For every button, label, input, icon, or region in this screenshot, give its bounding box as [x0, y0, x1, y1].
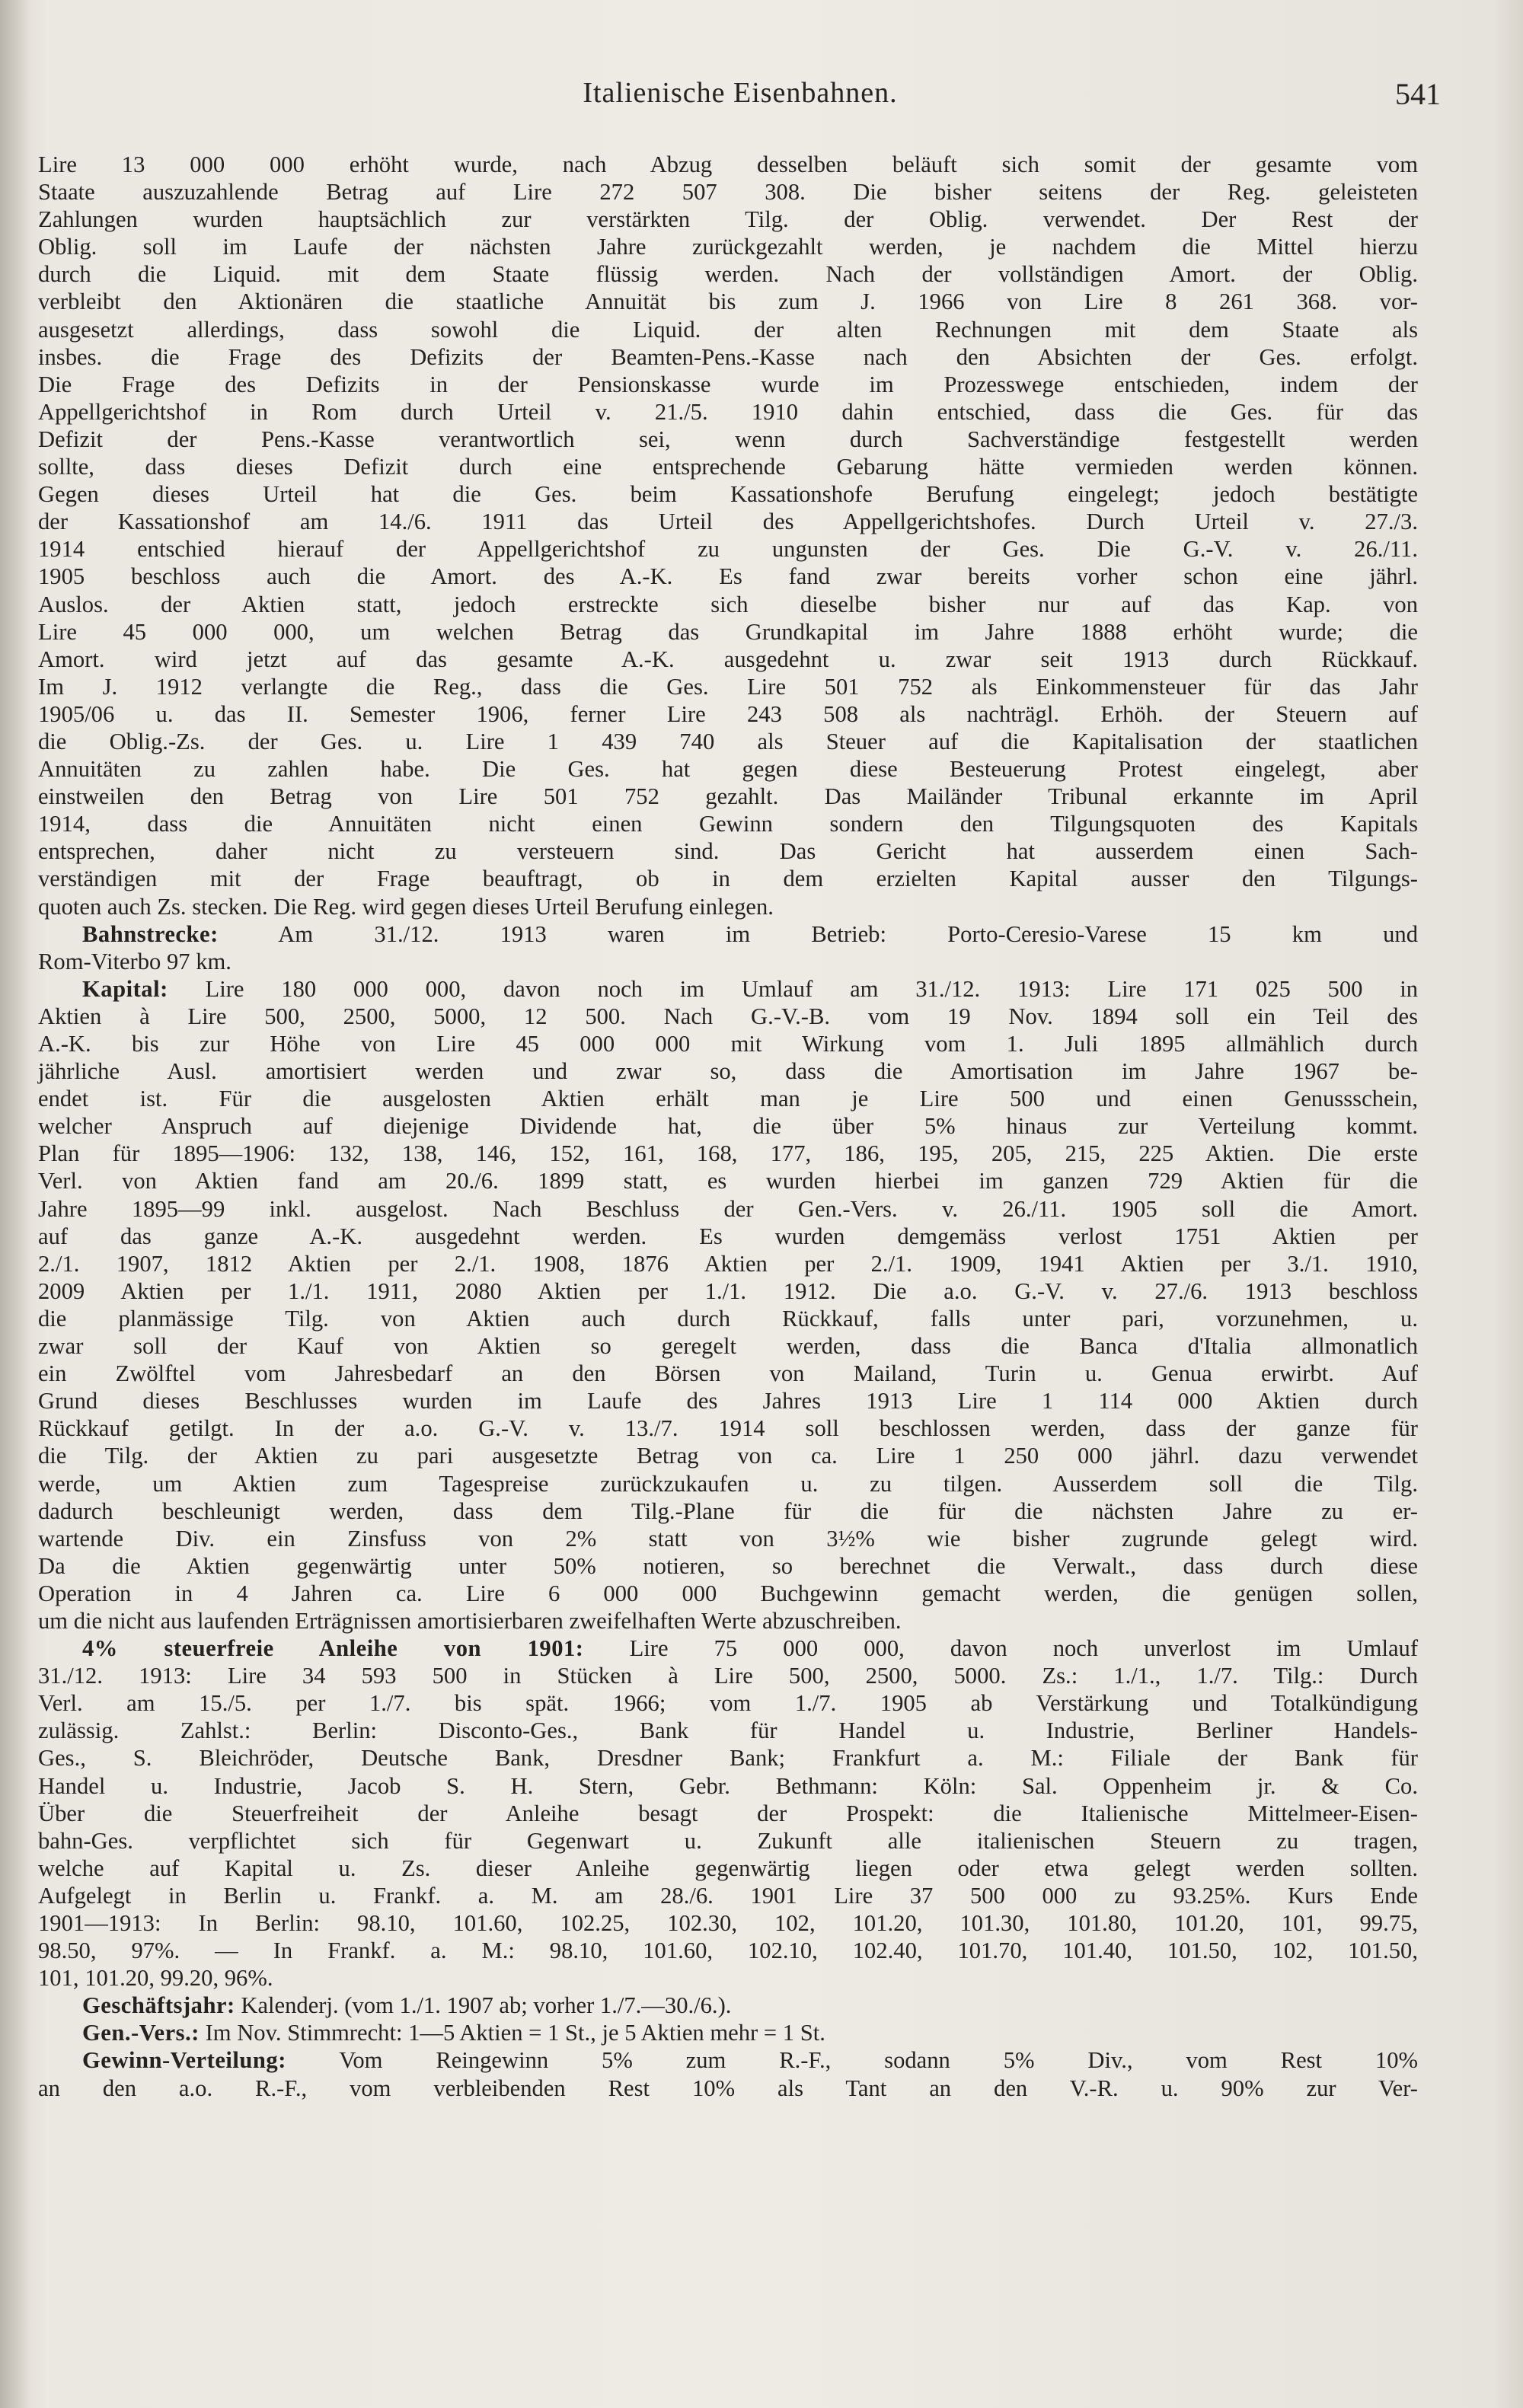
line-text: Lire 13 000 000 erhöht wurde, nach Abzug desselben beläuft sich somit der gesamte vom	[38, 151, 1418, 177]
text-line	[38, 1689, 1418, 1717]
text-line	[38, 398, 1418, 426]
line-text: sollte, dass dieses Defizit durch eine entsprechende Gebarung hätte vermieden werden können.	[38, 454, 1418, 480]
text-line	[38, 206, 1418, 233]
line-text: Amort. wird jetzt auf das gesamte A.-K. ausgedehnt u. zwar seit 1913 durch Rückkauf.	[38, 646, 1418, 672]
text-line	[38, 535, 1418, 563]
section-heading: Gen.-Vers.:	[82, 2020, 200, 2046]
line-text: verbleibt den Aktionären die staatliche Annuität bis zum J. 1966 von Lire 8 261 368. vor-	[38, 289, 1418, 315]
line-text: A.-K. bis zur Höhe von Lire 45 000 000 mit Wirkung vom 1. Juli 1895 allmählich durch	[38, 1031, 1418, 1057]
line-text: Rom-Viterbo 97 km.	[38, 948, 231, 974]
body-text	[38, 151, 1418, 2102]
text-line	[38, 1250, 1418, 1277]
line-text: die planmässige Tilg. von Aktien auch durch Rückkauf, falls unter pari, vorzunehmen, u.	[38, 1305, 1418, 1332]
line-text: Lire 45 000 000, um welchen Betrag das Grundkapital im Jahre 1888 erhöht wurde; die	[38, 618, 1418, 645]
line-text: um die nicht aus laufenden Erträgnissen amortisierbaren zweifelhaften Werte abzuschreiben.	[38, 1607, 902, 1634]
text-line	[38, 1717, 1418, 1744]
line-text: Verl. von Aktien fand am 20./6. 1899 statt, es wurden hierbei im ganzen 729 Aktien für die	[38, 1168, 1418, 1194]
line-text: einstweilen den Betrag von Lire 501 752 gezahlt. Das Mailänder Tribunal erkannte im April	[38, 783, 1418, 810]
line-text: ausgesetzt allerdings, dass sowohl die Liquid. der alten Rechnungen mit dem Staate als	[38, 316, 1418, 343]
line-text: die Oblig.-Zs. der Ges. u. Lire 1 439 740 als Steuer auf die Kapitalisation der staatlichen	[38, 728, 1418, 754]
text-line	[38, 1772, 1418, 1800]
text-line	[38, 920, 1418, 948]
text-line	[38, 646, 1418, 673]
line-text: durch die Liquid. mit dem Staate flüssig werden. Nach der vollständigen Amort. der Oblig.	[38, 261, 1418, 288]
text-line	[38, 1607, 1418, 1635]
text-line	[38, 1827, 1418, 1855]
line-text: Oblig. soll im Laufe der nächsten Jahre zurückgezahlt werden, je nachdem die Mittel hierzu	[38, 234, 1418, 260]
text-line	[38, 1964, 1418, 1992]
line-text: ein Zwölftel vom Jahresbedarf an den Börsen von Mailand, Turin u. Genua erwirbt. Auf	[38, 1360, 1418, 1387]
line-text: dadurch beschleunigt werden, dass dem Tilg.-Plane für die für die nächsten Jahre zu er-	[38, 1497, 1418, 1524]
line-text: 31./12. 1913: Lire 34 593 500 in Stücken à Lire 500, 2500, 5000. Zs.: 1./1., 1./7. Tilg.: Durch	[38, 1663, 1418, 1689]
text-line	[38, 1909, 1418, 1937]
section-heading: Geschäftsjahr:	[82, 1992, 235, 2019]
line-text: 1914 entschied hierauf der Appellgerichtshof zu ungunsten der Ges. Die G.-V. v. 26./11.	[38, 536, 1418, 563]
page-header	[40, 76, 1441, 122]
line-text: Ges., S. Bleichröder, Deutsche Bank, Dresdner Bank; Frankfurt a. M.: Filiale der Bank für	[38, 1745, 1418, 1772]
text-line	[38, 508, 1418, 535]
text-line	[38, 2075, 1418, 2102]
text-line	[38, 2019, 1418, 2046]
text-line	[38, 728, 1418, 755]
text-line	[38, 1580, 1418, 1607]
line-text: welche auf Kapital u. Zs. dieser Anleihe gegenwärtig liegen oder etwa gelegt werden sollten.	[38, 1855, 1418, 1881]
text-line	[38, 426, 1418, 453]
text-line	[38, 810, 1418, 837]
text-line	[38, 1057, 1418, 1085]
line-text: Vom Reingewinn 5% zum R.-F., sodann 5% Div., vom Rest 10%	[286, 2047, 1418, 2074]
text-line	[38, 233, 1418, 260]
text-line	[38, 1744, 1418, 1772]
line-text: Lire 75 000 000, davon noch unverlost im Umlauf	[583, 1635, 1419, 1662]
text-line	[38, 151, 1418, 178]
running-title: Italienische Eisenbahnen.	[583, 77, 898, 109]
text-line	[38, 343, 1418, 371]
text-line	[38, 2046, 1418, 2074]
line-text: 1905 beschloss auch die Amort. des A.-K. Es fand zwar bereits vorher schon eine jährl.	[38, 563, 1418, 590]
line-text: 2./1. 1907, 1812 Aktien per 2./1. 1908, 1876 Aktien per 2./1. 1909, 1941 Aktien per 3./1. 1910,	[38, 1250, 1418, 1277]
text-line	[38, 1662, 1418, 1689]
line-text: endet ist. Für die ausgelosten Aktien erhält man je Lire 500 und einen Genussschein,	[38, 1086, 1418, 1112]
text-line	[38, 591, 1418, 618]
text-line	[38, 1992, 1418, 2019]
text-line	[38, 563, 1418, 590]
line-text: jährliche Ausl. amortisiert werden und zwar so, dass die Amortisation im Jahre 1967 be-	[38, 1058, 1418, 1085]
text-line	[38, 1855, 1418, 1882]
line-text: Die Frage des Defizits in der Pensionskasse wurde im Prozesswege entschieden, indem der	[38, 371, 1418, 397]
line-text: Über die Steuerfreiheit der Anleihe besagt der Prospekt: die Italienische Mittelmeer-Eisen-	[38, 1800, 1418, 1826]
line-text: 101, 101.20, 99.20, 96%.	[38, 1965, 273, 1992]
line-text: Jahre 1895—99 inkl. ausgelost. Nach Beschluss der Gen.-Vers. v. 26./11. 1905 soll die Amort.	[38, 1195, 1418, 1222]
text-line	[38, 1195, 1418, 1223]
line-text: Gegen dieses Urteil hat die Ges. beim Kassationshofe Berufung eingelegt; jedoch bestätigte	[38, 481, 1418, 508]
text-line	[38, 1387, 1418, 1415]
text-line	[38, 453, 1418, 480]
text-line	[38, 673, 1418, 700]
line-text: Am 31./12. 1913 waren im Betrieb: Porto-Ceresio-Varese 15 km und	[218, 920, 1418, 947]
line-text: zulässig. Zahlst.: Berlin: Disconto-Ges., Bank für Handel u. Industrie, Berliner Handels-	[38, 1717, 1418, 1744]
text-line	[38, 1497, 1418, 1525]
line-text: 1901—1913: In Berlin: 98.10, 101.60, 102.25, 102.30, 102, 101.20, 101.30, 101.80, 101.20, 101, 99.75,	[38, 1910, 1418, 1936]
text-line	[38, 1882, 1418, 1909]
text-line	[38, 783, 1418, 810]
text-line	[38, 1415, 1418, 1442]
text-line	[38, 260, 1418, 288]
line-text: 1914, dass die Annuitäten nicht einen Gewinn sondern den Tilgungsquoten des Kapitals	[38, 811, 1418, 837]
line-text: auf das ganze A.-K. ausgedehnt werden. Es wurden demgemäss verlost 1751 Aktien per	[38, 1223, 1418, 1249]
line-text: 1905/06 u. das II. Semester 1906, ferner Lire 243 508 als nachträgl. Erhöh. der Steuern auf	[38, 700, 1418, 727]
text-line	[38, 1003, 1418, 1030]
line-text: 98.50, 97%. — In Frankf. a. M.: 98.10, 101.60, 102.10, 102.40, 101.70, 101.40, 101.50, 102, 101.50,	[38, 1938, 1418, 1964]
text-line	[38, 975, 1418, 1003]
text-line	[38, 1112, 1418, 1140]
text-line	[38, 1800, 1418, 1827]
line-text: Kalenderj. (vom 1./1. 1907 ab; vorher 1./7.—30./6.).	[235, 1992, 732, 2019]
text-line	[38, 1332, 1418, 1360]
line-text: zwar soll der Kauf von Aktien so geregelt werden, dass die Banca d'Italia allmonatlich	[38, 1333, 1418, 1360]
line-text: Rückkauf getilgt. In der a.o. G.-V. v. 13./7. 1914 soll beschlossen werden, dass der ganze für	[38, 1415, 1418, 1442]
text-line	[38, 837, 1418, 865]
line-text: 2009 Aktien per 1./1. 1911, 2080 Aktien per 1./1. 1912. Die a.o. G.-V. v. 27./6. 1913 beschloss	[38, 1277, 1418, 1304]
text-line	[38, 316, 1418, 343]
section-heading: Gewinn-Verteilung:	[82, 2047, 286, 2074]
line-text: Im J. 1912 verlangte die Reg., dass die Ges. Lire 501 752 als Einkommensteuer für das Jahr	[38, 673, 1418, 700]
line-text: Handel u. Industrie, Jacob S. H. Stern, Gebr. Bethmann: Köln: Sal. Oppenheim jr. & Co.	[38, 1772, 1418, 1799]
text-line	[38, 893, 1418, 920]
text-line	[38, 1030, 1418, 1057]
line-text: der Kassationshof am 14./6. 1911 das Urteil des Appellgerichtshofes. Durch Urteil v. 27./3.	[38, 509, 1418, 535]
line-text: Staate auszuzahlende Betrag auf Lire 272 507 308. Die bisher seitens der Reg. geleisteten	[38, 179, 1418, 206]
line-text: entsprechen, daher nicht zu versteuern sind. Das Gericht hat ausserdem einen Sach-	[38, 838, 1418, 865]
text-line	[38, 865, 1418, 892]
text-line	[38, 1525, 1418, 1552]
text-line	[38, 1552, 1418, 1580]
line-text: Plan für 1895—1906: 132, 138, 146, 152, 161, 168, 177, 186, 195, 205, 215, 225 Aktien. Die erste	[38, 1140, 1418, 1167]
line-text: Annuitäten zu zahlen habe. Die Ges. hat gegen diese Besteuerung Protest eingelegt, aber	[38, 756, 1418, 783]
text-line	[38, 371, 1418, 398]
text-line	[38, 1085, 1418, 1112]
line-text: Im Nov. Stimmrecht: 1—5 Aktien = 1 St., je 5 Aktien mehr = 1 St.	[199, 2020, 825, 2046]
line-text: Defizit der Pens.-Kasse verantwortlich sei, wenn durch Sachverständige festgestellt werden	[38, 426, 1418, 452]
text-line	[38, 480, 1418, 508]
page-number: 541	[1395, 77, 1441, 111]
line-text: Aktien à Lire 500, 2500, 5000, 12 500. Nach G.-V.-B. vom 19 Nov. 1894 soll ein Teil des	[38, 1003, 1418, 1029]
text-line	[38, 1360, 1418, 1387]
line-text: bahn-Ges. verpflichtet sich für Gegenwart u. Zukunft alle italienischen Steuern zu tragen,	[38, 1827, 1418, 1854]
text-line	[38, 618, 1418, 646]
line-text: Lire 180 000 000, davon noch im Umlauf am 31./12. 1913: Lire 171 025 500 in	[168, 975, 1418, 1002]
line-text: werde, um Aktien zum Tagespreise zurückzukaufen u. zu tilgen. Ausserdem soll die Tilg.	[38, 1470, 1418, 1497]
text-line	[38, 755, 1418, 783]
text-line	[38, 1223, 1418, 1250]
text-line	[38, 1167, 1418, 1194]
line-text: Grund dieses Beschlusses wurden im Laufe des Jahres 1913 Lire 1 114 000 Aktien durch	[38, 1388, 1418, 1415]
line-text: Appellgerichtshof in Rom durch Urteil v. 21./5. 1910 dahin entschied, dass die Ges. für das	[38, 398, 1418, 425]
line-text: Zahlungen wurden hauptsächlich zur verstärkten Tilg. der Oblig. verwendet. Der Rest der	[38, 206, 1418, 233]
text-line	[38, 948, 1418, 975]
section-heading: 4% steuerfreie Anleihe von 1901:	[82, 1635, 584, 1662]
text-line	[38, 288, 1418, 315]
line-text: verständigen mit der Frage beauftragt, ob in dem erzielten Kapital ausser den Tilgungs-	[38, 866, 1418, 892]
line-text: welcher Anspruch auf diejenige Dividende hat, die über 5% hinaus zur Verteilung kommt.	[38, 1113, 1418, 1140]
section-heading: Kapital:	[82, 975, 168, 1002]
text-line	[38, 1277, 1418, 1305]
line-text: die Tilg. der Aktien zu pari ausgesetzte Betrag von ca. Lire 1 250 000 jährl. dazu verwendet	[38, 1443, 1418, 1469]
line-text: Auslos. der Aktien statt, jedoch erstreckte sich dieselbe bisher nur auf das Kap. von	[38, 591, 1418, 617]
line-text: insbes. die Frage des Defizits der Beamten-Pens.-Kasse nach den Absichten der Ges. erfolgt.	[38, 343, 1418, 370]
line-text: Operation in 4 Jahren ca. Lire 6 000 000 Buchgewinn gemacht werden, die genügen sollen,	[38, 1580, 1418, 1606]
line-text: Verl. am 15./5. per 1./7. bis spät. 1966; vom 1./7. 1905 ab Verstärkung und Totalkündigung	[38, 1690, 1418, 1717]
text-line	[38, 1635, 1418, 1662]
text-line	[38, 1305, 1418, 1332]
text-line	[38, 1140, 1418, 1167]
line-text: Da die Aktien gegenwärtig unter 50% notieren, so berechnet die Verwalt., dass durch diese	[38, 1552, 1418, 1579]
text-line	[38, 700, 1418, 728]
line-text: wartende Div. ein Zinsfuss von 2% statt von 3½% wie bisher zugrunde gelegt wird.	[38, 1525, 1418, 1552]
line-text: Aufgelegt in Berlin u. Frankf. a. M. am 28./6. 1901 Lire 37 500 000 zu 93.25%. Kurs Ende	[38, 1882, 1418, 1909]
line-text: an den a.o. R.-F., vom verbleibenden Rest 10% als Tant an den V.-R. u. 90% zur Ver-	[38, 2075, 1418, 2101]
section-heading: Bahnstrecke:	[82, 920, 219, 947]
text-line	[38, 178, 1418, 206]
text-line	[38, 1937, 1418, 1964]
text-line	[38, 1470, 1418, 1497]
page-edge-shadow	[0, 0, 30, 2408]
text-line	[38, 1442, 1418, 1469]
line-text: quoten auch Zs. stecken. Die Reg. wird gegen dieses Urteil Berufung einlegen.	[38, 893, 774, 920]
